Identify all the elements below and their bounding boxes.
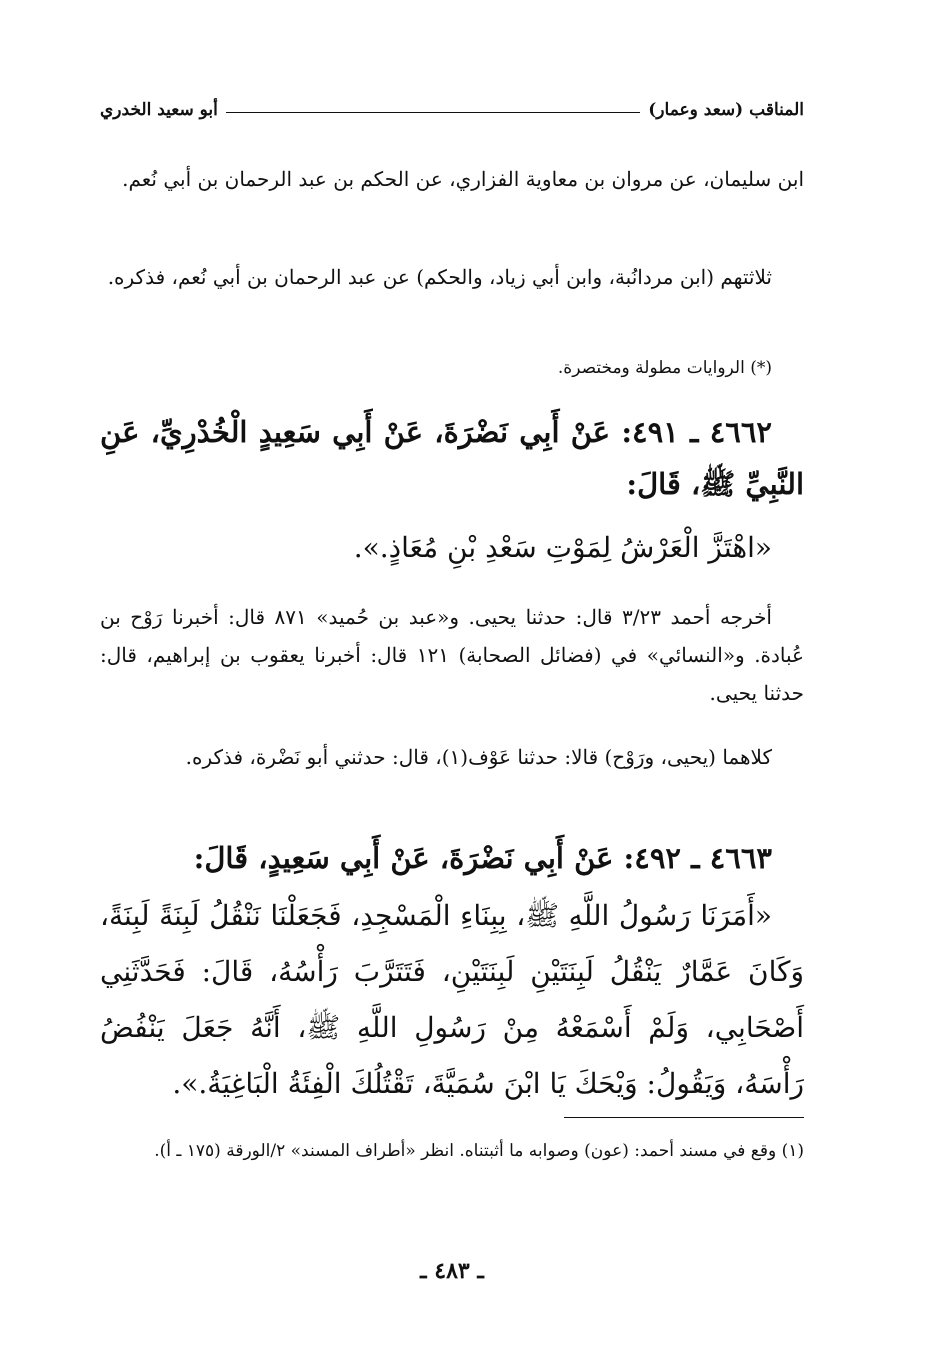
narrations-note: (*) الروايات مطولة ومختصرة. bbox=[557, 358, 772, 378]
hadith-4663-heading: ٤٦٦٣ ـ ٤٩٢: عَنْ أَبِي نَضْرَةَ، عَنْ أَبِي سَعِيدٍ، قَالَ: bbox=[193, 841, 772, 875]
footnote-separator bbox=[564, 1117, 804, 1118]
running-header bbox=[100, 95, 804, 125]
takhrij-paragraph: أخرجه أحمد ٣/٢٣ قال: حدثنا يحيى. و«عبد بن حُميد» ٨٧١ قال: أخبرنا رَوْح بن عُبادة. و«النسائي» في (فضائل الصحابة) ١٢١ قال: أخبرنا يعقوب بن إبراهيم، قال: حدثنا يحيى. bbox=[100, 605, 804, 705]
isnad-paragraph-1: ابن سليمان، عن مروان بن معاوية الفزاري، عن الحكم بن عبد الرحمان بن أبي نُعم. bbox=[122, 167, 804, 191]
hadith-4662-heading: ٤٦٦٢ ـ ٤٩١: عَنْ أَبِي نَضْرَةَ، عَنْ أَبِي سَعِيدٍ الْخُدْرِيِّ، عَنِ النَّبِيِّ ﷺ، قَالَ: bbox=[100, 415, 804, 501]
isnad-paragraph-3: كلاهما (يحيى، ورَوْح) قالا: حدثنا عَوْف(١)، قال: حدثني أبو نَضْرة، فذكره. bbox=[185, 745, 772, 769]
hadith-4662-text: «اهْتَزَّ الْعَرْشُ لِمَوْتِ سَعْدِ بْنِ مُعَاذٍ.». bbox=[353, 531, 772, 564]
page-number: ـ ٤٨٣ ـ bbox=[420, 1258, 484, 1284]
header-rule bbox=[226, 112, 640, 113]
isnad-paragraph-2: ثلاثتهم (ابن مردانُبة، وابن أبي زياد، والحكم) عن عبد الرحمان بن أبي نُعم، فذكره. bbox=[107, 265, 772, 289]
book-page bbox=[100, 0, 804, 1345]
section-title: أبو سعيد الخدري bbox=[100, 100, 218, 120]
chapter-title: المناقب (سعد وعمار) bbox=[648, 100, 804, 120]
hadith-4663-text: «أَمَرَنَا رَسُولُ اللَّهِ ﷺ، بِبِنَاءِ الْمَسْجِدِ، فَجَعَلْنَا نَنْقُلُ لَبِنَةً لَبِنَةً، وَكَانَ عَمَّارٌ يَنْقُلُ لَبِنَتَيْنِ لَبِنَتَيْنِ، فَتَتَرَّبَ رَأْسُهُ، قَالَ: فَحَدَّثَنِي أَصْحَابِي، وَلَمْ أَسْمَعْهُ مِنْ رَسُولِ اللَّهِ ﷺ، أَنَّهُ جَعَلَ يَنْفُضُ رَأْسَهُ، وَيَقُولُ: وَيْحَكَ يَا ابْنَ سُمَيَّةَ، تَقْتُلُكَ الْفِئَةُ الْبَاغِيَةُ.». bbox=[100, 899, 805, 1100]
footnote-1: (١) وقع في مسند أحمد: (عون) وصوابه ما أثبتناه. انظر «أطراف المسند» ٢/الورقة (١٧٥ ـ أ). bbox=[154, 1141, 804, 1161]
